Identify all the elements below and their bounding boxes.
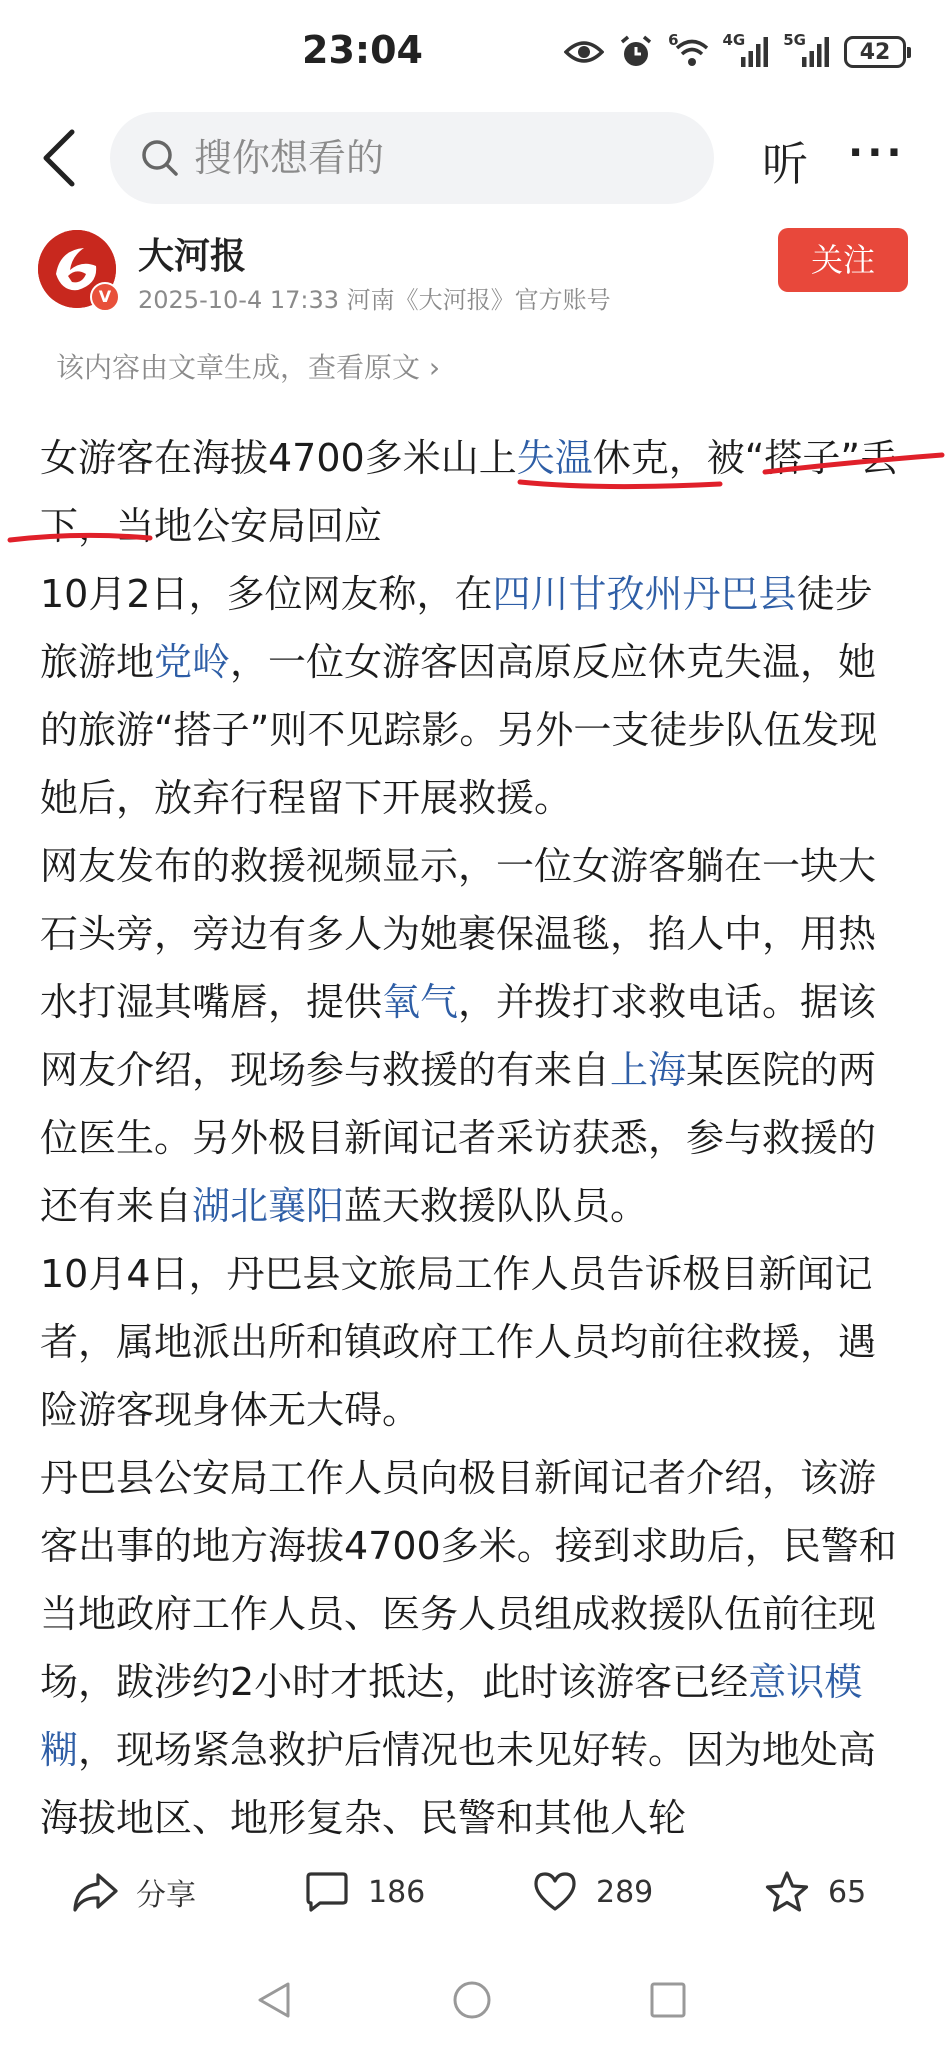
favorite-count: 65	[828, 1874, 867, 1910]
author-avatar[interactable]	[38, 230, 116, 308]
search-bar[interactable]	[110, 112, 714, 204]
comment-button[interactable]	[304, 1852, 425, 1932]
keyword-link[interactable]: 四川甘孜州丹巴县	[492, 572, 797, 616]
signal-bars-icon	[741, 37, 769, 67]
like-count: 289	[596, 1874, 654, 1910]
keyword-link[interactable]: 党岭	[154, 640, 231, 684]
cell-signal-1	[722, 31, 770, 67]
system-navigation-bar	[0, 1960, 946, 2048]
view-original-link[interactable]: 该内容由文章生成，查看原文 ›	[56, 351, 441, 384]
paragraph-text: ，一位女游客因高原反应休克失温，她的旅游“搭子”则不见踪影。另外一支徒步队伍发现她后，放弃行程留下开展救援。	[40, 640, 878, 820]
net1-label: 4G	[722, 31, 746, 49]
back-arrow-icon	[38, 128, 80, 188]
paragraph-text: 丹巴县公安局工作人员向极目新闻记者介绍，该游客出事的地方海拔4700多米。接到求助后，民警和当地政府工作人员、医务人员组成救援队伍前往现场，跋涉约2小时才抵达，此时该游客已经	[40, 1456, 897, 1704]
alarm-icon	[618, 34, 654, 70]
star-icon	[764, 1870, 810, 1914]
comment-icon	[304, 1871, 350, 1913]
search-input[interactable]	[194, 136, 654, 180]
paragraph-4	[40, 1444, 910, 1852]
article-title	[40, 424, 910, 560]
paragraph-text: ，现场紧急救护后情况也未见好转。因为地处高海拔地区、地形复杂、民警和其他人轮	[40, 1728, 877, 1840]
comment-count: 186	[368, 1874, 426, 1910]
paragraph-text: 某医院的两位医生。另外极目新闻记者采访获悉，参与救援的还有来自	[40, 1048, 877, 1228]
nav-home-icon[interactable]	[452, 1980, 492, 2020]
status-icons	[564, 28, 906, 76]
heart-icon	[532, 1871, 578, 1913]
title-text: 女游客在海拔4700多米山上	[40, 436, 517, 480]
like-button[interactable]	[532, 1852, 653, 1932]
battery-indicator: 42	[844, 36, 906, 68]
paragraph-text: 10月2日，多位网友称，在	[40, 572, 493, 616]
keyword-link[interactable]: 失温	[516, 436, 593, 480]
verified-badge: V	[90, 282, 120, 312]
nav-back-icon[interactable]	[256, 1980, 292, 2020]
action-bar	[0, 1852, 946, 1932]
author-name[interactable]: 大河报	[138, 236, 247, 277]
more-menu-button[interactable]: ···	[848, 130, 906, 176]
nav-recents-icon[interactable]	[650, 1982, 686, 2018]
wifi-label: 6	[668, 31, 679, 49]
cell-signal-2	[783, 31, 830, 67]
title-text: 休克，被“搭子”丢下，当地公安局回应	[40, 436, 899, 548]
article-body	[40, 424, 910, 1852]
paragraph-2	[40, 832, 910, 1240]
paragraph-3: 10月4日，丹巴县文旅局工作人员告诉极目新闻记者，属地派出所和镇政府工作人员均前往救援，遇险游客现身体无大碍。	[40, 1252, 877, 1432]
search-icon	[140, 138, 180, 178]
signal-bars-icon	[802, 37, 830, 67]
paragraph-text: ，并拨打求救电话。据该网友介绍，现场参与救援的有来自	[40, 980, 877, 1092]
follow-button[interactable]: 关注	[778, 228, 908, 292]
paragraph-1	[40, 560, 910, 832]
listen-button[interactable]: 听	[762, 137, 808, 191]
author-meta: 2025-10-4 17:33 河南《大河报》官方账号	[138, 286, 611, 314]
share-button[interactable]	[72, 1852, 196, 1932]
wifi-signal	[668, 31, 708, 67]
share-label: 分享	[136, 1878, 196, 1913]
paragraph-text: 蓝天救援队队员。	[344, 1184, 649, 1228]
keyword-link[interactable]: 意识模糊	[40, 1660, 863, 1772]
status-time: 23:04	[302, 28, 423, 72]
paragraph-text: 网友发布的救援视频显示，一位女游客躺在一块大石头旁，旁边有多人为她裹保温毯，掐人中，用热水打湿其嘴唇，提供	[40, 844, 877, 1024]
wifi-icon	[675, 37, 709, 67]
keyword-link[interactable]: 氧气	[382, 980, 459, 1024]
share-icon	[72, 1871, 118, 1913]
keyword-link[interactable]: 湖北襄阳	[192, 1184, 345, 1228]
favorite-button[interactable]	[764, 1852, 866, 1932]
keyword-link[interactable]: 上海	[610, 1048, 687, 1092]
net2-label: 5G	[783, 31, 806, 49]
paragraph-text: 徒步旅游地	[40, 572, 873, 684]
back-button[interactable]	[38, 128, 80, 188]
eye-icon	[564, 38, 604, 66]
